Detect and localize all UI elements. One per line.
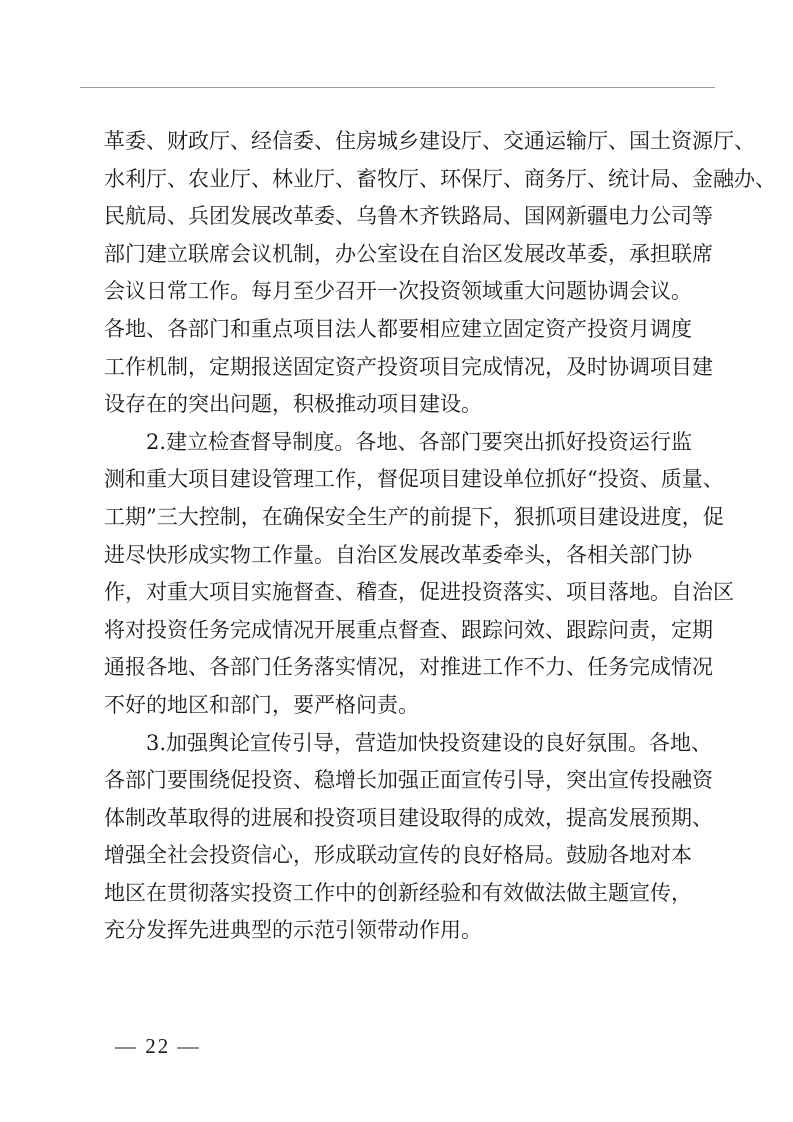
text-line: 不好的地区和部门，要严格问责。 bbox=[104, 692, 419, 717]
text-line: 革委、财政厅、经信委、住房城乡建设厅、交通运输厅、国土资源厅、 bbox=[104, 129, 755, 153]
text-line: 民航局、兵团发展改革委、乌鲁木齐铁路局、国网新疆电力公司等 bbox=[104, 204, 713, 229]
text-line: 增强全社会投资信心，形成联动宣传的良好格局。鼓励各地对本 bbox=[104, 843, 692, 868]
text-line: 充分发挥先进典型的示范引领带动作用。 bbox=[104, 918, 482, 943]
text-line: 体制改革取得的进展和投资项目建设取得的成效，提高发展预期、 bbox=[104, 805, 713, 830]
page-number: — 22 — bbox=[115, 1034, 201, 1058]
text-line: 部门建立联席会议机制，办公室设在自治区发展改革委，承担联席 bbox=[104, 241, 713, 266]
text-line: 测和重大项目建设管理工作，督促项目建设单位抓好“投资、质量、 bbox=[104, 467, 724, 492]
text-line: 水利厅、农业厅、林业厅、畜牧厅、环保厅、商务厅、统计局、金融办、 bbox=[104, 166, 776, 191]
text-line: 会议日常工作。每月至少召开一次投资领域重大问题协调会议。 bbox=[104, 279, 692, 304]
text-line: 通报各地、各部门任务落实情况，对推进工作不力、任务完成情况 bbox=[104, 655, 713, 680]
text-line: 工期”三大控制，在确保安全生产的前提下，狠抓项目建设进度，促 bbox=[104, 504, 724, 529]
text-line: 设存在的突出问题，积极推动项目建设。 bbox=[104, 392, 482, 417]
body-text bbox=[104, 123, 776, 950]
text-line: 工作机制，定期报送固定资产投资项目完成情况，及时协调项目建 bbox=[104, 354, 713, 379]
text-line: 各地、各部门和重点项目法人都要相应建立固定资产投资月调度 bbox=[104, 316, 692, 341]
header-rule bbox=[80, 87, 715, 88]
text-line: 将对投资任务完成情况开展重点督查、跟踪问效、跟踪问责，定期 bbox=[104, 617, 713, 642]
text-line: 各部门要围绕促投资、稳增长加强正面宣传引导，突出宣传投融资 bbox=[104, 768, 713, 793]
text-line: 作，对重大项目实施督查、稽查，促进投资落实、项目落地。自治区 bbox=[104, 580, 734, 605]
paragraph-heading-2: 2.建立检查督导制度。各地、各部门要突出抓好投资运行监 bbox=[146, 429, 692, 454]
text-line: 地区在贯彻落实投资工作中的创新经验和有效做法做主题宣传， bbox=[104, 880, 692, 905]
paragraph-heading-3: 3.加强舆论宣传引导，营造加快投资建设的良好氛围。各地、 bbox=[146, 730, 713, 755]
text-line: 进尽快形成实物工作量。自治区发展改革委牵头，各相关部门协 bbox=[104, 542, 692, 567]
